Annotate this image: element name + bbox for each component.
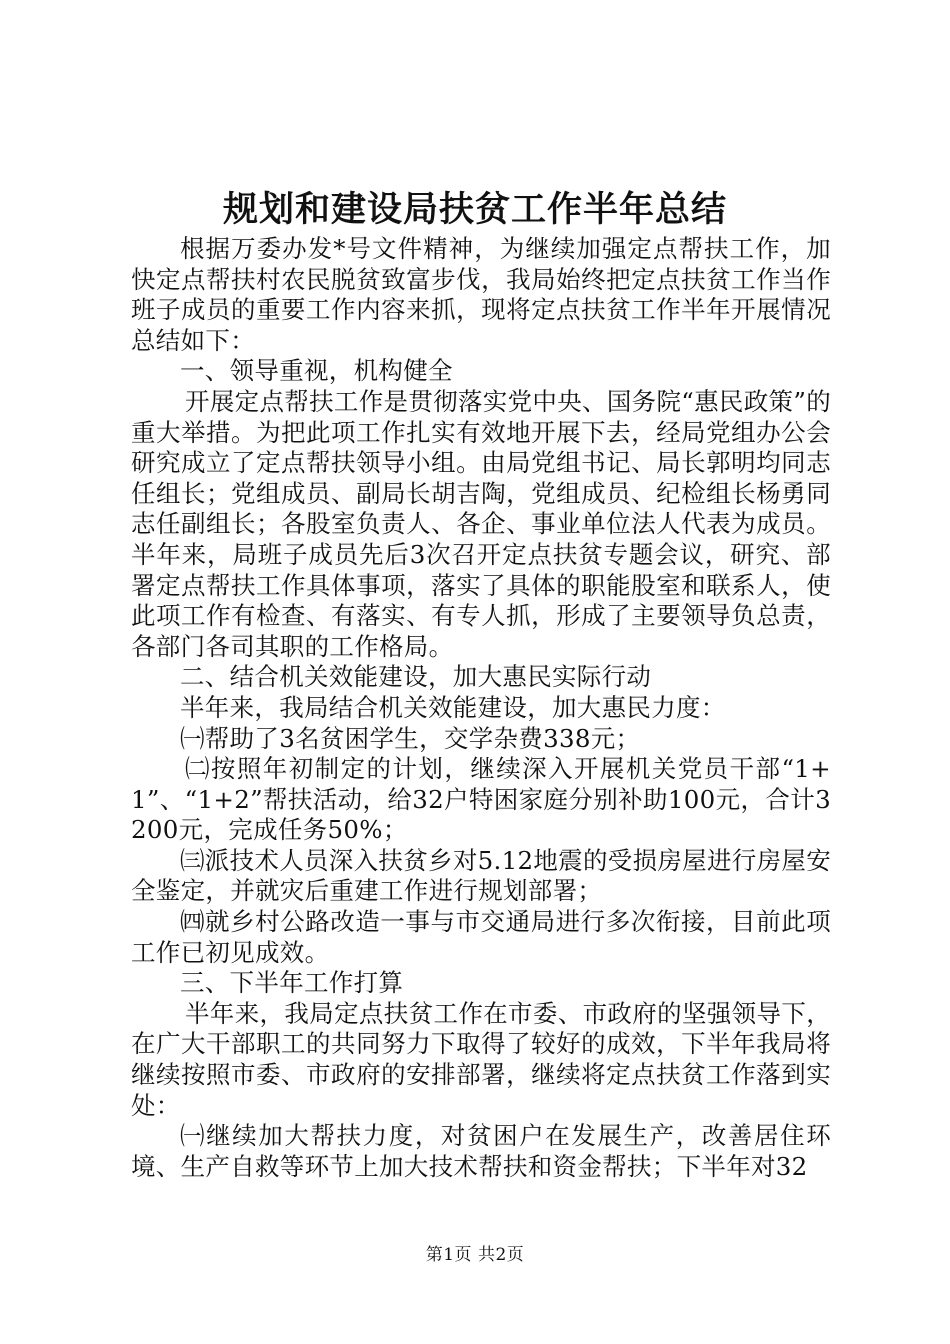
section-heading-2: 二、结合机关效能建设，加大惠民实际行动 xyxy=(180,662,652,692)
document-body xyxy=(131,234,831,1182)
section-2-item-3: ㈢派技术人员深入扶贫乡对5.12地震的受损房屋进行房屋安全鉴定，并就灾后重建工作进行规划部署； xyxy=(131,845,831,906)
section-3-paragraph: 半年来，我局定点扶贫工作在市委、市政府的坚强领导下，在广大干部职工的共同努力下取得了较好的成效，下半年我局将继续按照市委、市政府的安排部署，继续将定点扶贫工作落到实处： xyxy=(131,998,831,1120)
intro-paragraph: 根据万委办发*号文件精神，为继续加强定点帮扶工作，加快定点帮扶村农民脱贫致富步伐，我局始终把定点扶贫工作当作班子成员的重要工作内容来抓，现将定点扶贫工作半年开展情况总结如下： xyxy=(131,234,831,355)
section-heading-1: 一、领导重视，机构健全 xyxy=(180,356,453,386)
section-2-item-1: ㈠帮助了3名贫困学生，交学杂费338元； xyxy=(180,723,641,753)
document-title: 规划和建设局扶贫工作半年总结 xyxy=(222,189,727,230)
section-1-paragraph: 开展定点帮扶工作是贯彻落实党中央、国务院“惠民政策”的重大举措。为把此项工作扎实有效地开展下去，经局党组办公会研究成立了定点帮扶领导小组。由局党组书记、局长郭明均同志任组长；党组成员、副局长胡吉陶，党组成员、纪检组长杨勇同志任副组长；各股室负责人、各企、事业单位法人代表为成员。半年来，局班子成员先后3次召开定点扶贫专题会议，研究、部署定点帮扶工作具体事项，落实了具体的职能股室和联系人，使此项工作有检查、有落实、有专人抓，形成了主要领导负总责，各部门各司其职的工作格局。 xyxy=(131,386,831,661)
section-2-intro: 半年来，我局结合机关效能建设，加大惠民力度： xyxy=(180,692,726,722)
section-heading-3: 三、下半年工作打算 xyxy=(180,968,404,998)
page-number-footer: 第1页 共2页 xyxy=(425,1245,525,1265)
section-3-item-1: ㈠继续加大帮扶力度，对贫困户在发展生产，改善居住环境、生产自救等环节上加大技术帮扶和资金帮扶；下半年对32 xyxy=(131,1121,831,1181)
section-2-item-4: ㈣就乡村公路改造一事与市交通局进行多次衔接，目前此项工作已初见成效。 xyxy=(131,907,831,967)
section-2-item-2: ㈡按照年初制定的计划，继续深入开展机关党员干部“1+1”、“1+2”帮扶活动，给32户特困家庭分别补助100元，合计3200元，完成任务50%； xyxy=(131,754,831,845)
